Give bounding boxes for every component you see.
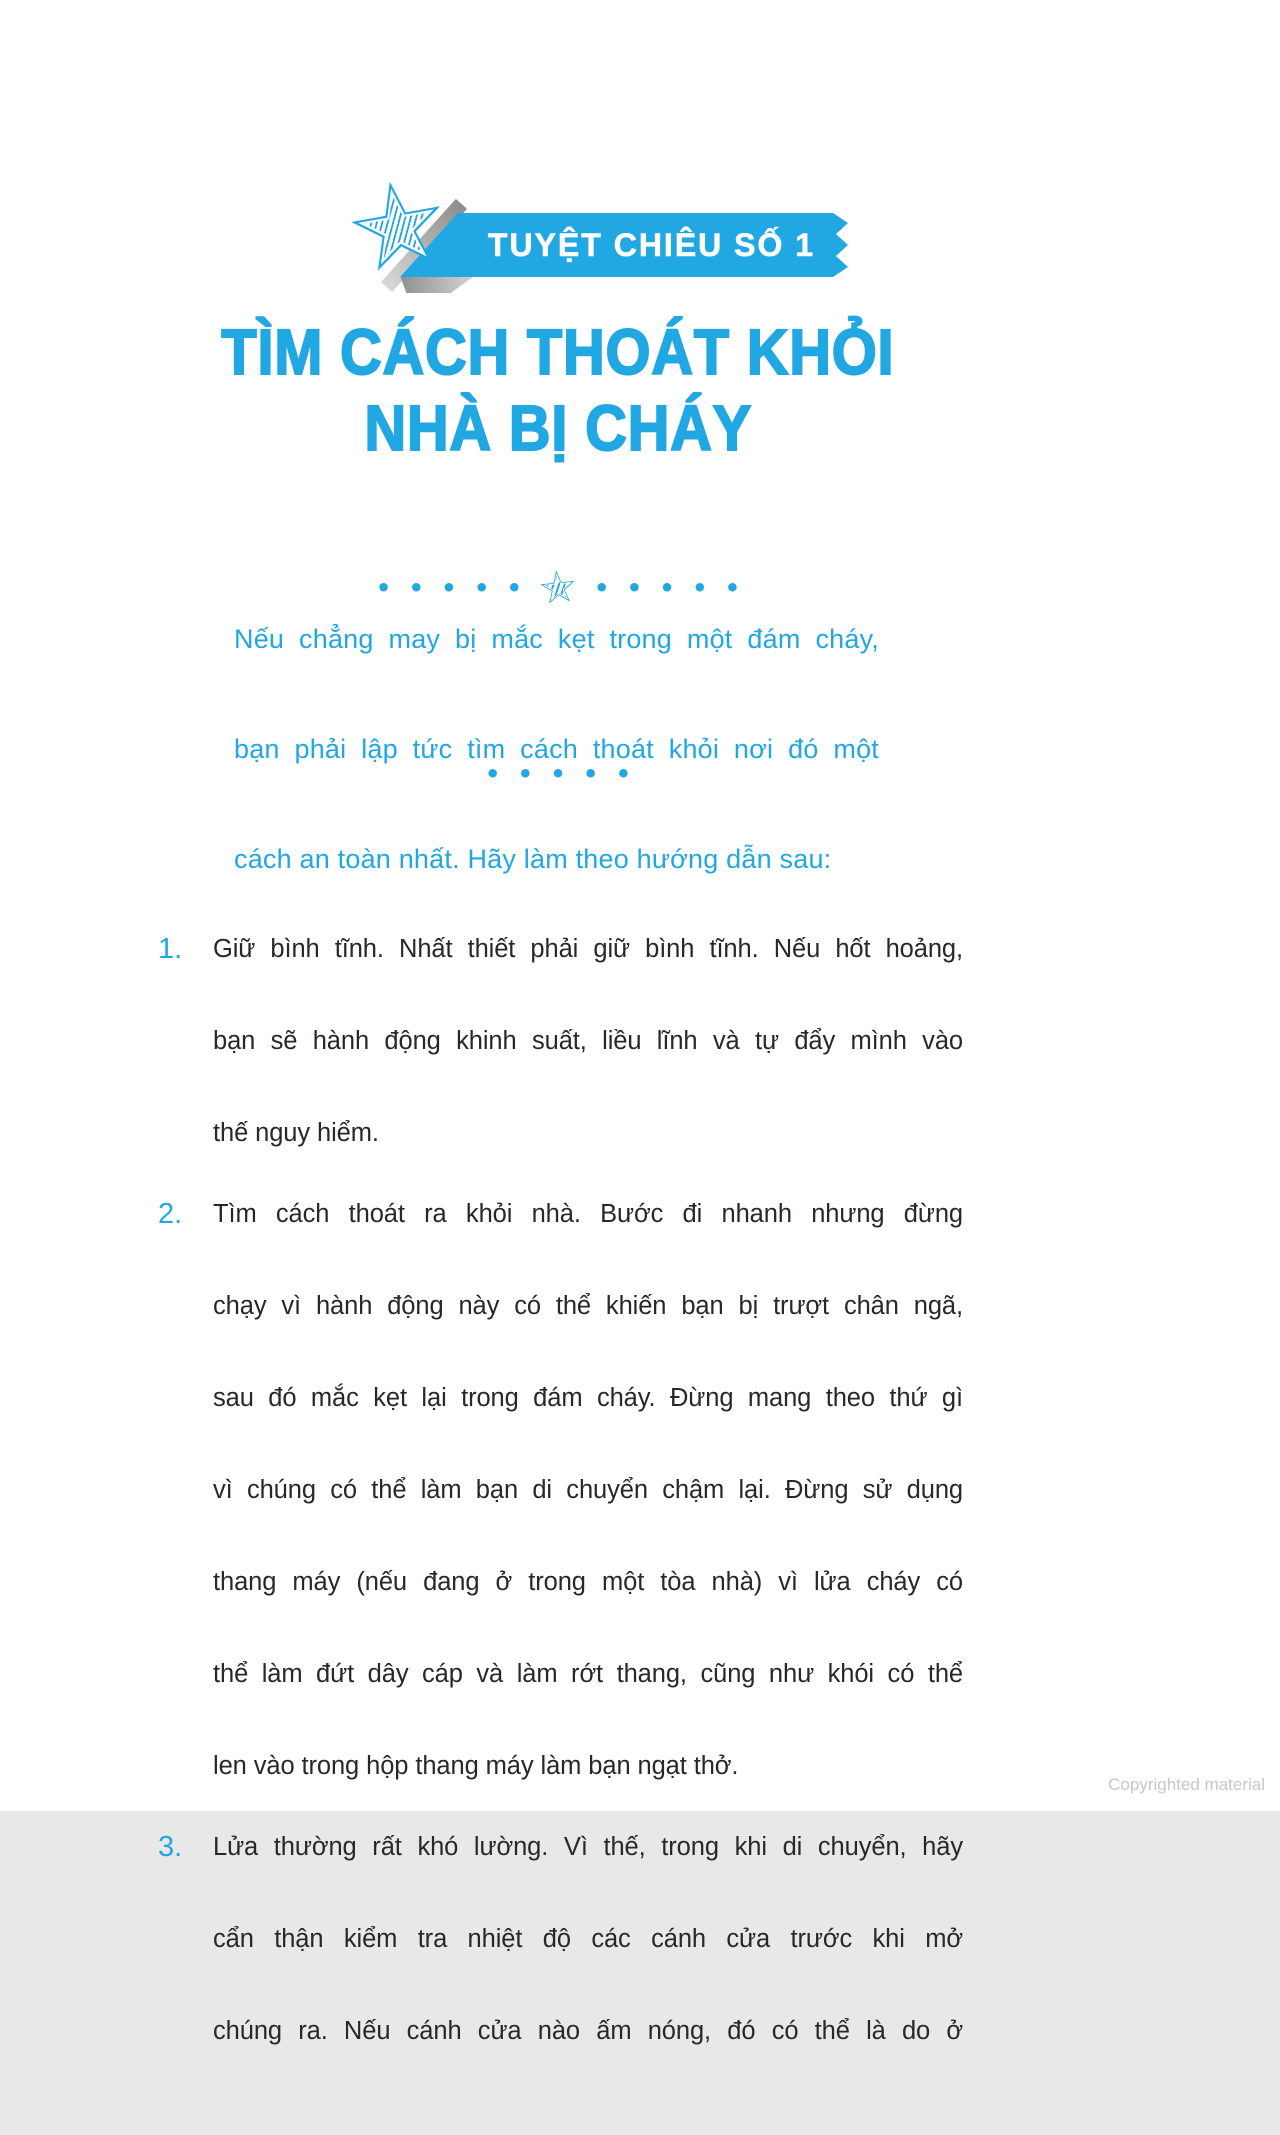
list-item-text	[213, 926, 963, 1156]
chapter-title-line1: TÌM CÁCH THOÁT KHỎI	[221, 316, 895, 388]
list-item-text	[213, 1191, 963, 1789]
text-line: Giữ bình tĩnh. Nhất thiết phải giữ bình tĩnh. Nếu hốt hoảng,	[213, 935, 963, 963]
text-line: cẩn thận kiểm tra nhiệt độ các cánh cửa trước khi mở	[213, 1925, 963, 1953]
intro-line: cách an toàn nhất. Hãy làm theo hướng dẫn sau:	[234, 844, 832, 874]
list-item-text	[213, 1824, 963, 2100]
text-line: sau đó mắc kẹt lại trong đám cháy. Đừng mang theo thứ gì	[213, 1384, 963, 1412]
text-line: thang máy (nếu đang ở trong một tòa nhà) vì lửa cháy có	[213, 1568, 963, 1596]
hatched-star-icon	[344, 174, 453, 283]
list-item-number: 3.	[158, 1831, 183, 1863]
copyright-notice: Copyrighted material	[1108, 1775, 1265, 1794]
chapter-title	[108, 314, 1008, 466]
divider-star-icon	[538, 568, 578, 608]
bottom-dots	[158, 762, 958, 787]
text-line: chạy vì hành động này có thể khiến bạn bị trượt chân ngã,	[213, 1292, 963, 1320]
list-item-number: 1.	[158, 933, 183, 965]
text-line: thể làm đứt dây cáp và làm rớt thang, cũng như khói có thể	[213, 1660, 963, 1688]
text-line: Tìm cách thoát ra khỏi nhà. Bước đi nhanh nhưng đừng	[213, 1200, 963, 1228]
text-line: bạn sẽ hành động khinh suất, liều lĩnh và tự đẩy mình vào	[213, 1027, 963, 1055]
text-line: thế nguy hiểm.	[213, 1119, 379, 1147]
intro-line: Nếu chẳng may bị mắc kẹt trong một đám cháy,	[234, 624, 879, 654]
list-item-number: 2.	[158, 1198, 183, 1230]
list-item	[158, 926, 964, 1156]
text-line: len vào trong hộp thang máy làm bạn ngạt thở.	[213, 1752, 739, 1780]
bottom-dots-text: • • • • •	[484, 760, 632, 788]
divider-dots-left: • • • • •	[375, 574, 522, 602]
divider-dots-right: • • • • •	[594, 574, 741, 602]
intro-paragraph	[234, 612, 879, 887]
intro-line: bạn phải lập tức tìm cách thoát khỏi nơi đó một	[234, 734, 879, 764]
star-divider	[158, 566, 958, 610]
text-line: vì chúng có thể làm bạn di chuyển chậm lại. Đừng sử dụng	[213, 1476, 963, 1504]
text-line: Lửa thường rất khó lường. Vì thế, trong khi di chuyển, hãy	[213, 1833, 963, 1861]
chapter-banner-label: TUYỆT CHIÊU SỐ 1	[487, 226, 816, 263]
instruction-list	[158, 926, 964, 2135]
chapter-title-line2: NHÀ BỊ CHÁY	[364, 392, 752, 464]
list-item	[158, 1191, 964, 1789]
ribbon-bottom-shadow	[399, 277, 473, 293]
text-line: chúng ra. Nếu cánh cửa nào ấm nóng, đó có thể là do ở	[213, 2017, 963, 2045]
list-item	[158, 1824, 964, 2100]
